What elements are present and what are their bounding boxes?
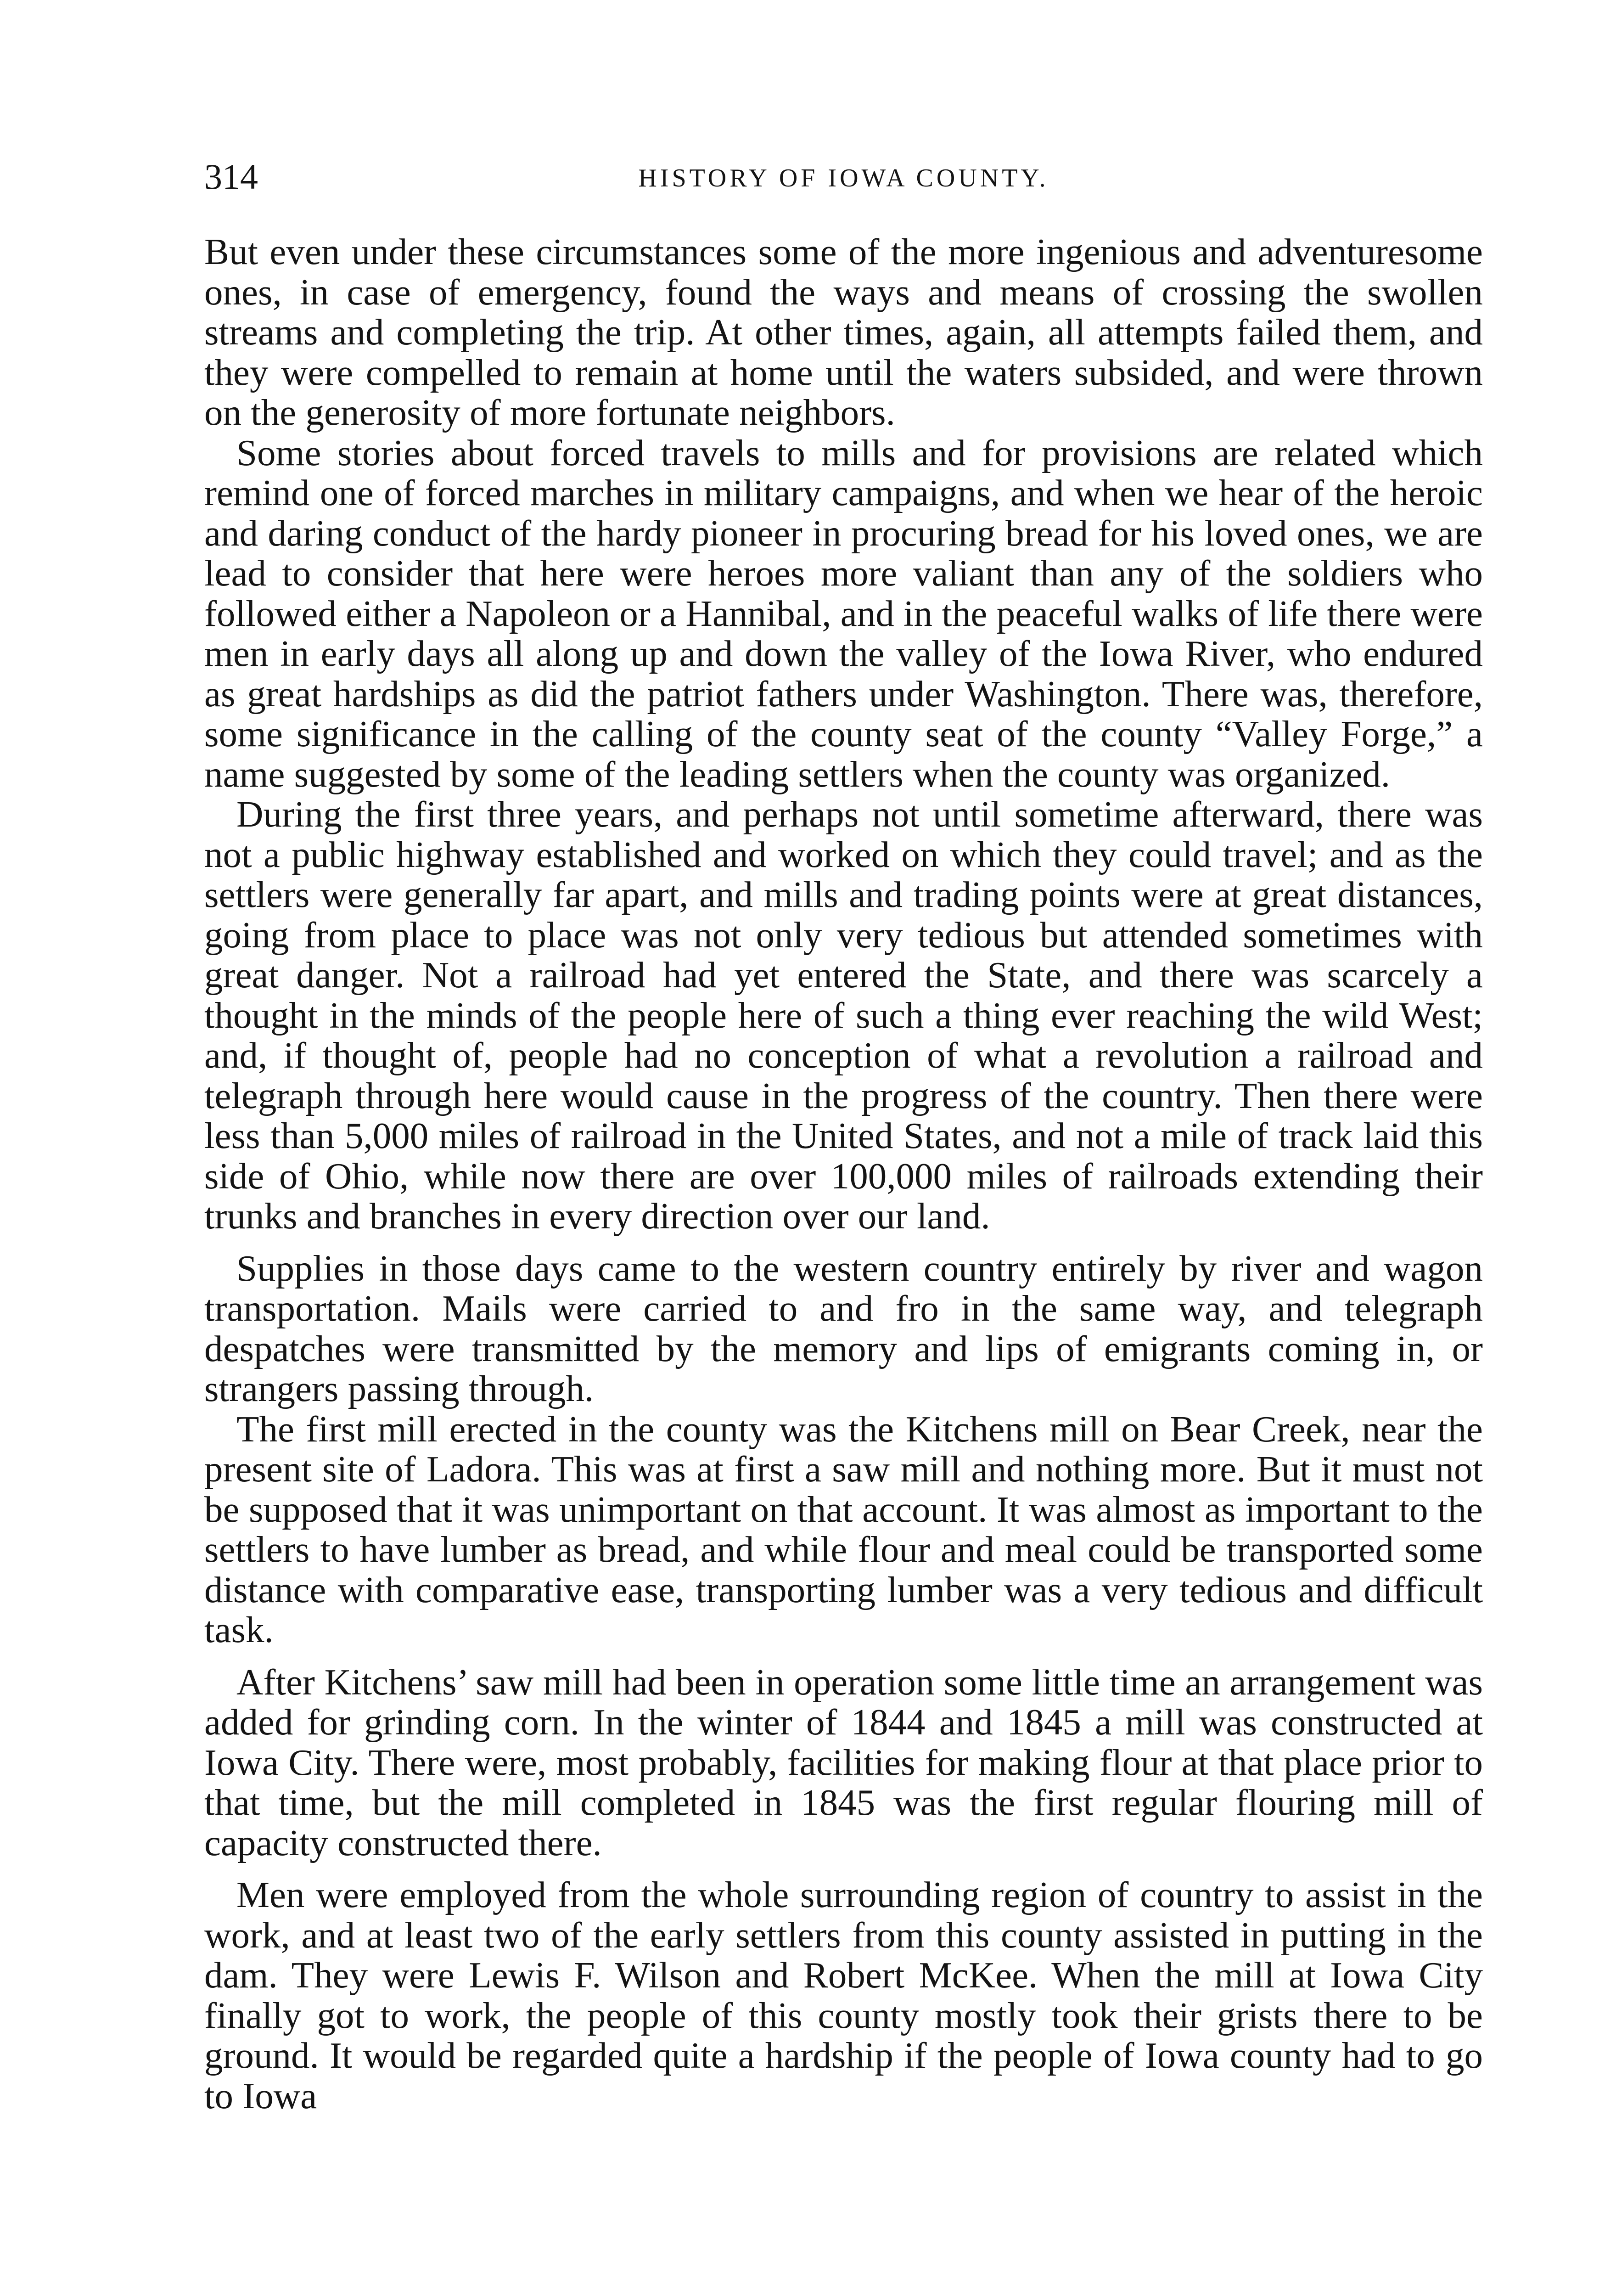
paragraph: During the first three years, and perhaps not until sometime afterward, there was not a public highway established and worked on which they could travel; and as the settlers were generally far apart, and mills and trading points were at great distances, going from place to place was not only very tedious but attended sometimes with great danger. Not a railroad had yet entered the State, and there was scarcely a thought in the minds of the people here of such a thing ever reaching the wild West; and, if thought of, people had no conception of what a revolution a railroad and telegraph through here would cause in the progress of the country. Then there were less than 5,000 miles of railroad in the United States, and not a mile of track laid this side of Ohio, while now there are over 100,000 miles of railroads extending their trunks and branches in every direction over our land. [204, 793, 1483, 1237]
paragraph: After Kitchens’ saw mill had been in operation some little time an arrangement was added for grinding corn. In the winter of 1844 and 1845 a mill was constructed at Iowa City. There were, most probably, facilities for making flour at that place prior to that time, but the mill completed in 1845 was the first regular flouring mill of capacity constructed there. [204, 1661, 1483, 1863]
body-text [204, 232, 1483, 2116]
paragraph: Supplies in those days came to the western country entirely by river and wagon transportation. Mails were carried to and fro in the same way, and telegraph despatches were transmitted by the memory and lips of emigrants coming in, or strangers passing through. [204, 1247, 1483, 1409]
page-number: 314 [204, 157, 258, 197]
paragraph: The first mill erected in the county was the Kitchens mill on Bear Creek, near the present site of Ladora. This was at first a saw mill and nothing more. But it must not be supposed that it was unimportant on that account. It was almost as important to the settlers to have lumber as bread, and while flour and meal could be transported some distance with comparative ease, transporting lumber was a very tedious and difficult task. [204, 1408, 1483, 1650]
paragraph: But even under these circumstances some of the more ingenious and adventuresome ones, in case of emergency, found the ways and means of crossing the swollen streams and completing the trip. At other times, again, all attempts failed them, and they were compelled to remain at home until the waters subsided, and were thrown on the generosity of more fortunate neighbors. [204, 231, 1483, 433]
paragraph: Men were employed from the whole surrounding region of country to assist in the work, and at least two of the early settlers from this county assisted in putting in the dam. They were Lewis F. Wilson and Robert McKee. When the mill at Iowa City finally got to work, the people of this county mostly took their grists there to be ground. It would be regarded quite a hardship if the people of Iowa county had to go to Iowa [204, 1874, 1483, 2116]
page-header [204, 158, 1483, 195]
running-title: HISTORY OF IOWA COUNTY. [638, 164, 1049, 192]
paragraph: Some stories about forced travels to mills and for provisions are related which remind one of forced marches in military campaigns, and when we hear of the heroic and daring conduct of the hardy pioneer in procuring bread for his loved ones, we are lead to consider that here were heroes more valiant than any of the soldiers who followed either a Napoleon or a Hannibal, and in the peaceful walks of life there were men in early days all along up and down the valley of the Iowa River, who endured as great hardships as did the patriot fathers under Washington. There was, therefore, some significance in the calling of the county seat of the county “Valley Forge,” a name suggested by some of the leading settlers when the county was organized. [204, 432, 1483, 795]
